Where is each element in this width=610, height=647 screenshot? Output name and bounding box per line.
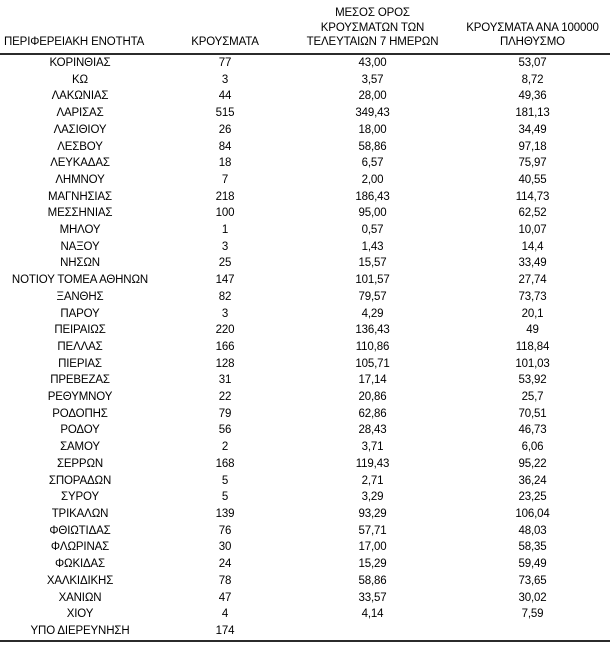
- cell-per100k: 62,52: [518, 207, 547, 220]
- cell-avg7: 3,71: [361, 441, 384, 454]
- cell-region: ΛΑΚΩΝΙΑΣ: [51, 90, 109, 103]
- table-row: [0, 155, 610, 172]
- cell-avg7: 0,57: [361, 224, 384, 237]
- cell-cases: 166: [215, 340, 235, 353]
- cell-region: ΝΟΤΙΟΥ ΤΟΜΕΑ ΑΘΗΝΩΝ: [11, 274, 149, 287]
- cell-per100k: 181,13: [515, 107, 550, 120]
- cell-region: ΝΑΞΟΥ: [60, 240, 100, 253]
- cell-per100k: 95,22: [518, 457, 547, 470]
- cell-avg7: 17,14: [358, 374, 387, 387]
- cell-per100k: 53,92: [518, 374, 547, 387]
- cell-region: ΜΕΣΣΗΝΙΑΣ: [47, 207, 113, 220]
- cell-per100k: 30,02: [518, 591, 547, 604]
- cell-region: ΣΥΡΟΥ: [61, 491, 99, 504]
- cell-avg7: 136,43: [355, 324, 390, 337]
- cell-region: ΚΟΡΙΝΘΙΑΣ: [49, 57, 111, 69]
- cell-cases: 79: [218, 407, 232, 420]
- cell-avg7: 1,43: [361, 240, 384, 253]
- header-row: [0, 0, 610, 54]
- cell-cases: 84: [218, 140, 232, 153]
- cell-cases: 100: [215, 207, 235, 220]
- cell-avg7: 4,29: [361, 307, 384, 320]
- cell-cases: 18: [218, 157, 232, 170]
- cell-avg7: 105,71: [355, 357, 390, 370]
- cell-avg7: 15,29: [358, 558, 387, 571]
- cell-per100k: 25,7: [521, 391, 544, 404]
- cell-region: ΜΑΓΝΗΣΙΑΣ: [48, 190, 112, 203]
- table-row: [0, 406, 610, 423]
- table-row: [0, 205, 610, 222]
- cell-region: ΠΕΛΛΑΣ: [57, 340, 103, 353]
- table-row: [0, 506, 610, 523]
- cell-cases: 147: [215, 274, 235, 287]
- cell-region: ΠΡΕΒΕΖΑΣ: [50, 374, 110, 387]
- cell-per100k: 14,4: [521, 240, 544, 253]
- cell-region: ΡΟΔΟΥ: [60, 424, 100, 437]
- cell-avg7: 110,86: [355, 340, 390, 353]
- table-header: [0, 0, 610, 54]
- cell-per100k: [455, 623, 610, 641]
- table-row: [0, 389, 610, 406]
- cell-region: ΡΕΘΥΜΝΟΥ: [47, 391, 113, 404]
- table-row: [0, 239, 610, 256]
- table-row: [0, 105, 610, 122]
- cell-per100k: 114,73: [515, 190, 550, 203]
- cell-per100k: 59,49: [518, 558, 547, 571]
- table-row: [0, 590, 610, 607]
- cell-per100k: 49,36: [518, 90, 547, 103]
- table-row: [0, 439, 610, 456]
- cell-cases: 515: [215, 107, 235, 120]
- cell-avg7: 15,57: [358, 257, 387, 270]
- table-row: [0, 139, 610, 156]
- cell-avg7: 57,71: [358, 524, 387, 537]
- table-row: [0, 489, 610, 506]
- table-row: [0, 623, 610, 641]
- column-header-per100k: ΚΡΟΥΣΜΑΤΑ ΑΝΑ 100000 ΠΛΗΘΥΣΜΟ: [455, 0, 610, 54]
- cell-per100k: 73,73: [518, 290, 547, 303]
- cell-region: ΜΗΛΟΥ: [59, 224, 101, 237]
- cell-region: ΦΘΙΩΤΙΔΑΣ: [49, 524, 111, 537]
- cell-avg7: 79,57: [358, 290, 387, 303]
- cell-cases: 44: [218, 90, 232, 103]
- cell-per100k: 58,35: [518, 541, 547, 554]
- cell-cases: 218: [215, 190, 235, 203]
- cell-region: ΧΙΟΥ: [66, 608, 94, 621]
- cell-cases: 3: [221, 307, 229, 320]
- cell-per100k: 53,07: [518, 57, 547, 69]
- cell-per100k: 27,74: [518, 274, 547, 287]
- cell-avg7: 3,29: [361, 491, 384, 504]
- cell-avg7: 33,57: [358, 591, 387, 604]
- cell-avg7: 17,00: [358, 541, 387, 554]
- cell-region: ΧΑΛΚΙΔΙΚΗΣ: [46, 574, 114, 587]
- table-row: [0, 372, 610, 389]
- table-row: [0, 72, 610, 89]
- cell-cases: 76: [218, 524, 232, 537]
- table-row: [0, 456, 610, 473]
- cell-avg7: [290, 623, 455, 641]
- cell-per100k: 6,06: [521, 441, 544, 454]
- table-row: [0, 422, 610, 439]
- cell-region: ΧΑΝΙΩΝ: [58, 591, 102, 604]
- cell-region: ΤΡΙΚΑΛΩΝ: [51, 507, 109, 520]
- cell-cases: 2: [221, 441, 229, 454]
- cell-region: ΛΑΣΙΘΙΟΥ: [53, 123, 107, 136]
- cell-region: ΥΠΟ ΔΙΕΡΕΥΝΗΣΗ: [30, 624, 130, 637]
- cell-region: ΣΠΟΡΑΔΩΝ: [48, 474, 112, 487]
- cell-per100k: 20,1: [521, 307, 544, 320]
- cell-per100k: 46,73: [518, 424, 547, 437]
- cell-cases: 26: [218, 123, 232, 136]
- column-header-avg7: ΜΕΣΟΣ ΟΡΟΣ ΚΡΟΥΣΜΑΤΩΝ ΤΩΝ ΤΕΛΕΥΤΑΙΩΝ 7 ΗΜΕΡΩΝ: [290, 0, 455, 54]
- table-row: [0, 306, 610, 323]
- cell-cases: 31: [218, 374, 232, 387]
- table-row: [0, 54, 610, 72]
- cell-cases: 3: [221, 240, 229, 253]
- cell-cases: 4: [221, 608, 229, 621]
- cell-avg7: 28,43: [358, 424, 387, 437]
- cell-cases: 82: [218, 290, 232, 303]
- cell-per100k: 23,25: [518, 491, 547, 504]
- table-row: [0, 272, 610, 289]
- cell-avg7: 186,43: [355, 190, 390, 203]
- cell-region: ΛΕΥΚΑΔΑΣ: [50, 157, 110, 170]
- cell-per100k: 73,65: [518, 574, 547, 587]
- cell-region: ΚΩ: [72, 73, 88, 86]
- cell-per100k: 7,59: [521, 608, 544, 621]
- cell-per100k: 48,03: [518, 524, 547, 537]
- table-row: [0, 573, 610, 590]
- table-row: [0, 122, 610, 139]
- cell-cases: 139: [215, 507, 235, 520]
- cell-avg7: 58,86: [358, 574, 387, 587]
- cell-avg7: 62,86: [358, 407, 387, 420]
- cell-cases: 174: [215, 624, 235, 637]
- column-header-cases: ΚΡΟΥΣΜΑΤΑ: [160, 0, 290, 54]
- cell-avg7: 18,00: [358, 123, 387, 136]
- cell-per100k: 36,24: [518, 474, 547, 487]
- cell-avg7: 3,57: [361, 73, 384, 86]
- cell-cases: 78: [218, 574, 232, 587]
- cell-per100k: 8,72: [521, 73, 544, 86]
- cell-region: ΣΕΡΡΩΝ: [56, 457, 104, 470]
- table-row: [0, 189, 610, 206]
- cell-region: ΦΛΩΡΙΝΑΣ: [50, 541, 110, 554]
- table-row: [0, 473, 610, 490]
- cell-cases: 77: [218, 57, 232, 69]
- cell-cases: 5: [221, 474, 229, 487]
- table-row: [0, 255, 610, 272]
- cell-avg7: 119,43: [355, 457, 390, 470]
- table-row: [0, 606, 610, 623]
- cell-region: ΠΑΡΟΥ: [60, 307, 100, 320]
- cell-region: ΠΙΕΡΙΑΣ: [58, 357, 102, 370]
- cell-region: ΝΗΣΩΝ: [60, 257, 100, 270]
- cell-cases: 25: [218, 257, 232, 270]
- cell-cases: 5: [221, 491, 229, 504]
- cell-region: ΛΕΣΒΟΥ: [57, 140, 103, 153]
- cell-per100k: 118,84: [515, 340, 550, 353]
- cell-avg7: 349,43: [355, 107, 390, 120]
- cell-region: ΠΕΙΡΑΙΩΣ: [54, 324, 106, 337]
- cell-cases: 22: [218, 391, 232, 404]
- cell-avg7: 2,00: [361, 173, 384, 186]
- cell-avg7: 43,00: [358, 57, 387, 69]
- column-header-region: ΠΕΡΙΦΕΡΕΙΑΚΗ ΕΝΟΤΗΤΑ: [0, 0, 160, 54]
- cell-per100k: 101,03: [515, 357, 550, 370]
- cell-avg7: 6,57: [361, 157, 384, 170]
- table-row: [0, 556, 610, 573]
- table-row: [0, 356, 610, 373]
- cell-avg7: 2,71: [361, 474, 384, 487]
- table-row: [0, 222, 610, 239]
- cell-per100k: 10,07: [518, 224, 547, 237]
- table-row: [0, 523, 610, 540]
- cell-avg7: 95,00: [358, 207, 387, 220]
- cell-cases: 7: [221, 173, 229, 186]
- cell-cases: 1: [221, 224, 229, 237]
- table-body: [0, 54, 610, 641]
- table-row: [0, 339, 610, 356]
- cell-cases: 30: [218, 541, 232, 554]
- cell-per100k: 97,18: [518, 140, 547, 153]
- cell-avg7: 101,57: [355, 274, 390, 287]
- table-row: [0, 322, 610, 339]
- cell-per100k: 33,49: [518, 257, 547, 270]
- cell-region: ΛΗΜΝΟΥ: [55, 173, 105, 186]
- cell-per100k: 49: [526, 324, 539, 337]
- cell-per100k: 75,97: [518, 157, 547, 170]
- table-row: [0, 88, 610, 105]
- cell-per100k: 106,04: [515, 507, 550, 520]
- cell-region: ΡΟΔΟΠΗΣ: [52, 407, 108, 420]
- cell-avg7: 28,00: [358, 90, 387, 103]
- cell-avg7: 93,29: [358, 507, 387, 520]
- cell-per100k: 40,55: [518, 173, 547, 186]
- cell-cases: 168: [215, 457, 235, 470]
- cell-cases: 3: [221, 73, 229, 86]
- cell-avg7: 4,14: [361, 608, 384, 621]
- cell-cases: 47: [218, 591, 232, 604]
- cell-region: ΣΑΜΟΥ: [60, 441, 100, 454]
- cell-region: ΞΑΝΘΗΣ: [56, 290, 104, 303]
- cell-per100k: 70,51: [518, 407, 547, 420]
- table-row: [0, 289, 610, 306]
- cell-per100k: 34,49: [518, 123, 547, 136]
- cell-region: ΛΑΡΙΣΑΣ: [56, 107, 104, 120]
- cell-region: ΦΩΚΙΔΑΣ: [54, 558, 106, 571]
- table-row: [0, 172, 610, 189]
- cell-cases: 220: [215, 324, 235, 337]
- cell-avg7: 20,86: [358, 391, 387, 404]
- cell-avg7: 58,86: [358, 140, 387, 153]
- cell-cases: 24: [218, 558, 232, 571]
- table-row: [0, 539, 610, 556]
- cell-cases: 56: [218, 424, 232, 437]
- cell-cases: 128: [215, 357, 235, 370]
